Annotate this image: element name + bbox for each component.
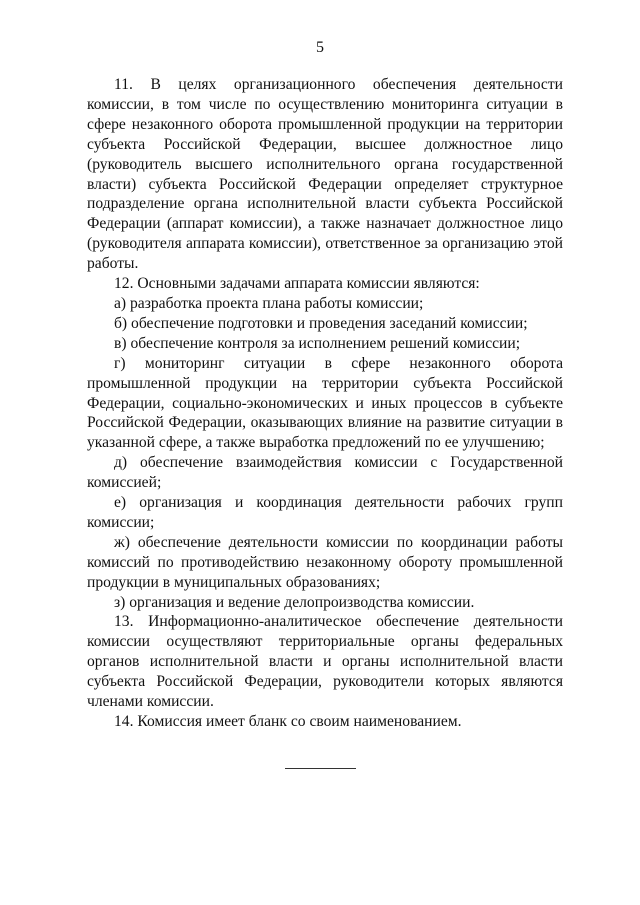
list-item-a: а) разработка проекта плана работы комиссии; — [114, 294, 424, 312]
page-number: 5 — [316, 39, 324, 56]
paragraph-14: 14. Комиссия имеет бланк со своим наименованием. — [114, 713, 462, 730]
list-item-d: д) обеспечение взаимодействия комиссии с Государственной комиссией; — [87, 454, 563, 492]
list-item-v: в) обеспечение контроля за исполнением решений комиссии; — [114, 334, 521, 352]
list-item-b: б) обеспечение подготовки и проведения заседаний комиссии; — [114, 314, 528, 332]
list-item-e: е) организация и координация деятельности рабочих групп комиссии; — [87, 494, 563, 531]
list-item-z: з) организация и ведение делопроизводства комиссии. — [114, 593, 475, 611]
document-body — [87, 75, 563, 732]
list-item-zh: ж) обеспечение деятельности комиссии по координации работы комиссий по противодействию незаконному обороту промышленной продукции в муниципальных образованиях; — [87, 533, 563, 591]
closing-rule — [285, 768, 356, 769]
paragraph-11: 11. В целях организационного обеспечения деятельности комиссии, в том числе по осуществлению мониторинга ситуации в сфере незаконного оборота промышленной продукции на территории субъекта Российской Федерации, высшее должностное лицо (руководитель высшего исполнительного органа государственной власти) субъекта Российской Федерации определяет структурное подразделение органа исполнительной власти субъекта Российской Федерации (аппарат комиссии), а также назначает должностное лицо (руководителя аппарата комиссии), ответственное за организацию этой работы. — [87, 76, 563, 273]
paragraph-13: 13. Информационно-аналитическое обеспечение деятельности комиссии осуществляют территориальные органы федеральных органов исполнительной власти и органы исполнительной власти субъекта Российской Федерации, руководители которых являются членами комиссии. — [87, 613, 563, 711]
paragraph-12: 12. Основными задачами аппарата комиссии являются: — [114, 275, 480, 293]
list-item-g: г) мониторинг ситуации в сфере незаконного оборота промышленной продукции на территории субъекта Российской Федерации, социально-экономических и иных процессов в субъекте Российской Федерации, оказывающих влияние на развитие ситуации в указанной сфере, а также выработка предложений по ее улучшению; — [87, 354, 563, 452]
